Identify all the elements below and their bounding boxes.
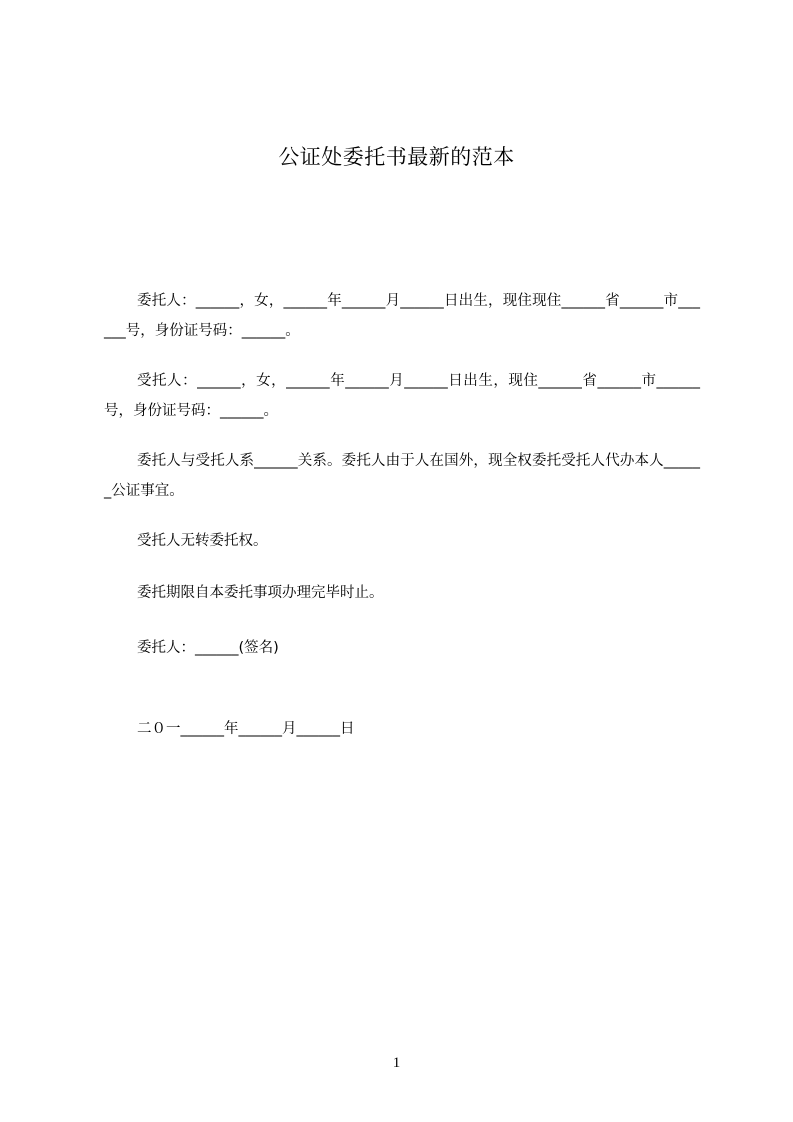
agent-paragraph: 受托人：______，女，______年______月______日出生，现住______省______市______号，身份证号码：______。 xyxy=(104,373,700,419)
page-number: 1 xyxy=(392,1055,401,1071)
principal-paragraph: 委托人：______，女，______年______月______日出生，现住现住______省______市______号，身份证号码：______。 xyxy=(104,293,700,339)
no-transfer-clause: 受托人无转委托权。 xyxy=(137,533,268,549)
document-title: 公证处委托书最新的范本 xyxy=(278,145,515,169)
signature-line: 委托人：______(签名) xyxy=(137,640,279,656)
term-clause: 委托期限自本委托事项办理完毕时止。 xyxy=(137,585,384,601)
date-line: 二０一______年______月______日 xyxy=(137,721,355,737)
relationship-paragraph: 委托人与受托人系______关系。委托人由于人在国外，现全权委托受托人代办本人______公证事宜。 xyxy=(104,453,700,499)
